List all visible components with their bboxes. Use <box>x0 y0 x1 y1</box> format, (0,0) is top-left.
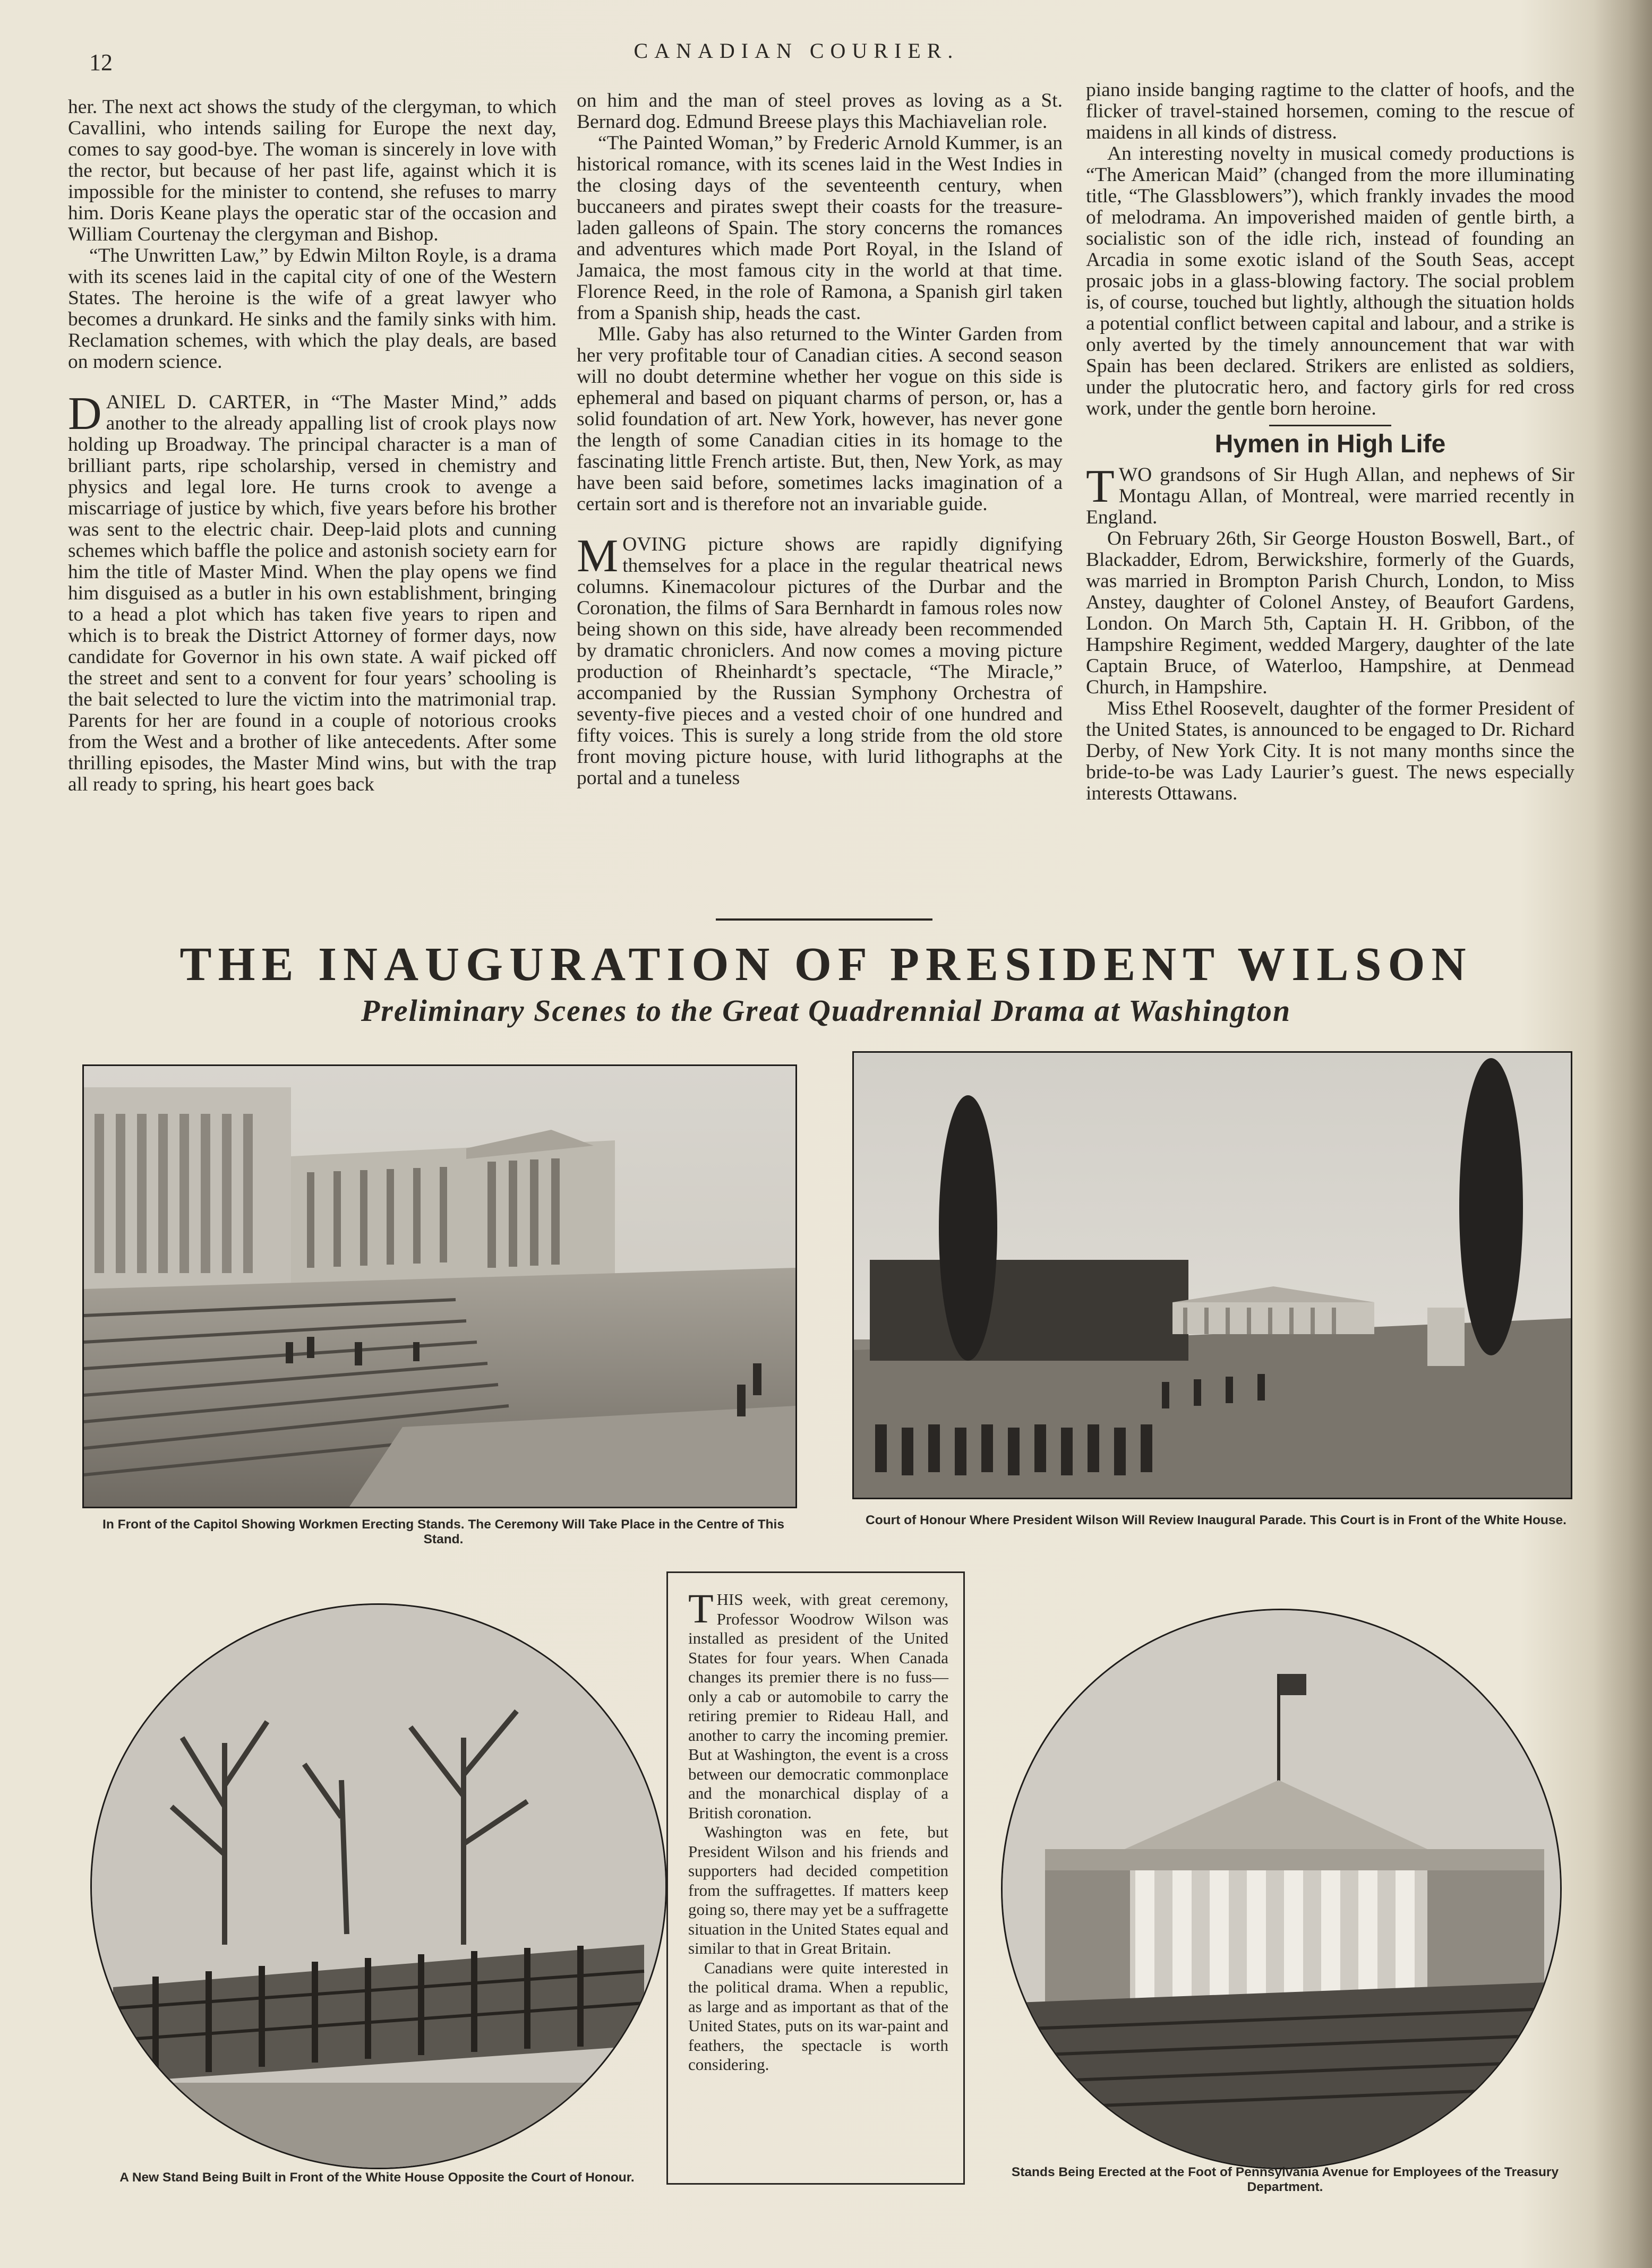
dropcap-d: D <box>68 388 102 440</box>
feature-subtitle: Preliminary Scenes to the Great Quadrennial Drama at Washington <box>361 993 1291 1028</box>
dropcap-box-t: T <box>688 1585 714 1631</box>
photo-capitol-stands <box>82 1064 797 1508</box>
section-rule <box>1269 425 1391 426</box>
page-number: 12 <box>89 49 113 75</box>
col1-paragraph-3-text: ANIEL D. CARTER, in “The Master Mind,” adds another to the already appalling list of crook plays now holding up Broadway. The principal character is a man of brilliant parts, ripe scholarship, versed in chemistry and physics and legal lore. He turns crook to avenge a miscarriage of justice by which, five years before his brother was sent to the electric chair. Deep-laid plots and cunning schemes which baffle the police and astonish society earn for him the title of Master Mind. When the play opens we find him disguised as a butler in his own establishment, bringing to a head a plot which has taken five years to ripen and which is to break the District Attorney of former days, now candidate for Governor in his own state. A waif picked off the street and sent to a convent for four years’ schooling is the bait selected to lure the victim into the matrimonial trap. Parents for her are found in a couple of notorious crooks from the West and a brother of like antecedents. After some thrilling episodes, the Master Mind wins, but with the trap all ready to spring, his heart goes back <box>68 391 557 795</box>
col1-paragraph-1: her. The next act shows the study of the clergyman, to which Cavallini, who intends sailing for Europe the next day, comes to say good-bye. The woman is sincerely in love with the rector, but because of her past life, against which it is impossible for the minister to contend, she refuses to marry him. Doris Keane plays the operatic star of the occasion and William Courtenay the clergyman and Bishop. <box>68 96 557 245</box>
col1-paragraph-3 <box>68 388 557 795</box>
photo-court-of-honour <box>852 1051 1572 1499</box>
section-heading: Hymen in High Life <box>1214 430 1446 458</box>
column-3 <box>1086 80 1574 804</box>
caption-capitol: In Front of the Capitol Showing Workmen Erecting Stands. The Ceremony Will Take Place in the Centre of This Stand. <box>102 1517 784 1547</box>
col2-paragraph-4 <box>577 530 1063 789</box>
col3-paragraph-4: On February 26th, Sir George Houston Boswell, Bart., of Blackadder, Edrom, Berwickshire, formerly of the Guards, was married in Brompton Parish Church, London, to Miss Anstey, daughter of Colonel Anstey, of Beaufort Gardens, London. On March 5th, Captain H. H. Gribbon, of the Hampshire Regiment, wedded Margery, daughter of the late Captain Bruce, of Waterloo, Hampshire, at Denmead Church, in Hampshire. <box>1086 528 1574 698</box>
photo-treasury-stands <box>1001 1609 1562 2169</box>
col2-paragraph-3: Mlle. Gaby has also returned to the Winter Garden from her very profitable tour of Canadian cities. A second season will no doubt determine whether her vogue on this side is ephemeral and based on piquant charms of person, or, has a solid foundation of art. New York, however, has never gone the length of some Canadian cities in its homage to the fascinating little French artiste. But, then, New York, as may have been said before, sometimes lacks imagination of a certain sort and is therefore not an invariable guide. <box>577 323 1063 515</box>
column-2 <box>577 90 1063 789</box>
col3-paragraph-2: An interesting novelty in musical comedy productions is “The American Maid” (changed from the more illuminating title, “The Glassblowers”), which frankly invades the mood of melodrama. An impoverished maiden of gentle birth, a socialistic son of the idle rich, instead of founding an Arcadia in some exotic island of the South Seas, accept prosaic jobs in a glass-blowing factory. The social problem is, of course, touched but lightly, although the situation holds a potential conflict between capital and labour, and a strike is only averted by the timely announcement that war with Spain has been declared. Strikers are enlisted as soldiers, under the plutocratic hero, and factory girls for red cross work, under the gentle born heroine. <box>1086 143 1574 419</box>
feature-title: THE INAUGURATION OF PRESIDENT WILSON <box>179 938 1473 991</box>
inauguration-note-box <box>666 1571 965 2185</box>
caption-court: Court of Honour Where President Wilson Will Review Inaugural Parade. This Court is in Front of the White House. <box>866 1513 1567 1527</box>
col3-paragraph-1: piano inside banging ragtime to the clatter of hoofs, and the flicker of travel-stained horsemen, coming to the rescue of maidens in all kinds of distress. <box>1086 79 1574 143</box>
col3-paragraph-3 <box>1086 461 1574 528</box>
column-1 <box>68 97 557 795</box>
divider-rule <box>716 918 932 921</box>
page-edge-shadow <box>1594 0 1652 2268</box>
box-paragraph-2: Washington was en fete, but President Wilson and his friends and supporters had decided competition from the suffragettes. If matters keep going so, there may yet be a suffragette situation in the United States equal and similar to that in Great Britain. <box>688 1823 948 1957</box>
dropcap-t: T <box>1086 461 1115 512</box>
col1-paragraph-2: “The Unwritten Law,” by Edwin Milton Royle, is a drama with its scenes laid in the capital city of one of the Western States. The heroine is the wife of a great lawyer who becomes a drunkard. He sinks and the family sinks with him. Reclamation schemes, with which the play deals, are based on modern science. <box>68 245 557 373</box>
col2-paragraph-4-text: OVING picture shows are rapidly dignifying themselves for a place in the regular theatrical news columns. Kinemacolour pictures of the Durbar and the Coronation, the films of Sara Bernhardt in famous roles now being shown on this side, have already been recommended by dramatic chroniclers. And now comes a moving picture production of Rheinhardt’s spectacle, “The Miracle,” accompanied by the Russian Symphony Orchestra of seventy-five pieces and a vested choir of one hundred and fifty voices. This is surely a long stride from the old store front moving picture house, with lurid lithographs at the portal and a tuneless <box>577 534 1063 789</box>
running-head: CANADIAN COURIER. <box>634 39 960 63</box>
col2-paragraph-2: “The Painted Woman,” by Frederic Arnold Kummer, is an historical romance, with its scenes laid in the West Indies in the closing days of the seventeenth century, when buccaneers and pirates swept their coasts for the treasure-laden galleons of Spain. The story concerns the romances and adventures which made Port Royal, in the Island of Jamaica, the most famous city in the world at that time. Florence Reed, in the role of Ramona, a Spanish girl taken from a Spanish ship, heads the cast. <box>577 132 1063 324</box>
box-paragraph-3: Canadians were quite interested in the political drama. When a republic, as large and as important as that of the United States, puts on its war-paint and feathers, the spectacle is worth considering. <box>688 1958 948 2074</box>
caption-white-house-stand: A New Stand Being Built in Front of the White House Opposite the Court of Honour. <box>119 2170 635 2185</box>
dropcap-m: M <box>577 530 619 582</box>
box-paragraph-1-text: HIS week, with great ceremony, Professor Woodrow Wilson was installed as president of the United States for four years. When Canada changes its premier there is no fuss—only a cab or automobile to carry the retiring premier to Rideau Hall, and another to carry the incoming premier. But at Washington, the event is a cross between our democratic commonplace and the monarchical display of a British coronation. <box>688 1590 948 1822</box>
photo-white-house-stand <box>90 1603 667 2169</box>
col3-paragraph-5: Miss Ethel Roosevelt, daughter of the former President of the United States, is announced to be engaged to Dr. Richard Derby, of New York City. It is not many months since the bride-to-be was Lady Laurier’s guest. The news especially interests Ottawans. <box>1086 698 1574 804</box>
col3-paragraph-3-text: WO grandsons of Sir Hugh Allan, and nephews of Sir Montagu Allan, of Montreal, were married recently in England. <box>1086 464 1574 528</box>
col2-paragraph-1: on him and the man of steel proves as loving as a St. Bernard dog. Edmund Breese plays this Machiavelian role. <box>577 90 1063 133</box>
caption-treasury: Stands Being Erected at the Foot of Pennsylvania Avenue for Employees of the Treasury Department. <box>1011 2165 1559 2194</box>
box-paragraph-1 <box>688 1585 948 1823</box>
